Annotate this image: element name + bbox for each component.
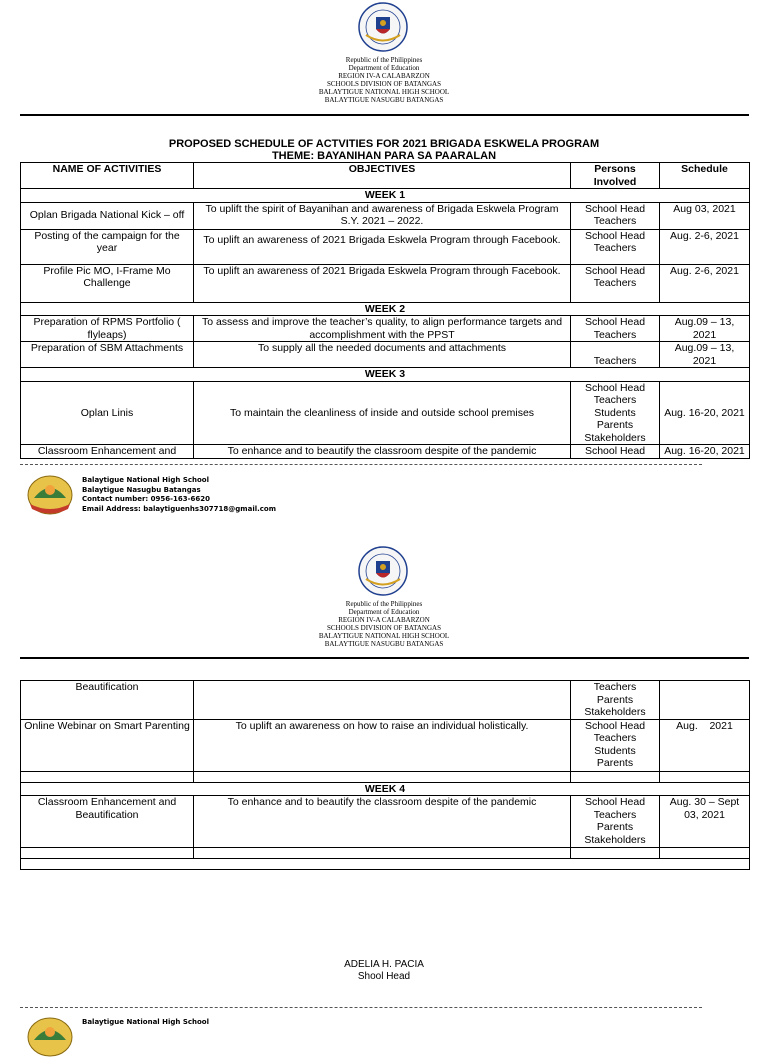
week-row xyxy=(21,368,750,382)
empty-cell xyxy=(21,848,194,859)
column-header: OBJECTIVES xyxy=(194,163,571,189)
table-row xyxy=(21,202,750,229)
activity-schedule: Aug. 30 – Sept 03, 2021 xyxy=(660,796,750,848)
activity-objective: To uplift an awareness on how to raise an individual holistically. xyxy=(194,719,571,771)
letterhead xyxy=(0,56,768,104)
activity-persons: Teachers xyxy=(571,342,660,368)
signatory-role: Shool Head xyxy=(357,971,411,982)
activity-name: Posting of the campaign for the year xyxy=(21,229,194,264)
page-break-line xyxy=(20,464,702,465)
activity-objective xyxy=(194,681,571,720)
page-break-line xyxy=(20,1007,702,1008)
activity-schedule: Aug. 16-20, 2021 xyxy=(660,381,750,445)
document-theme: THEME: BAYANIHAN PARA SA PAARALAN xyxy=(271,150,497,162)
letterhead-line: REGION IV-A CALABARZON xyxy=(338,616,430,624)
signatory-name: ADELIA H. PACIA xyxy=(344,959,424,970)
header-divider xyxy=(20,114,749,116)
activity-objective: To enhance and to beautify the classroom despite of the pandemic xyxy=(194,796,571,848)
activity-name: Classroom Enhancement and xyxy=(21,445,194,459)
activity-schedule: Aug. 2-6, 2021 xyxy=(660,264,750,302)
school-logo-icon xyxy=(26,1016,74,1058)
letterhead-line: BALAYTIGUE NATIONAL HIGH SCHOOL xyxy=(318,88,450,96)
activity-persons: School Head Teachers xyxy=(571,202,660,229)
table-header-row xyxy=(21,163,750,189)
activities-table xyxy=(20,162,750,459)
activity-objective: To enhance and to beautify the classroom despite of the pandemic xyxy=(194,445,571,459)
letterhead-line: Department of Education xyxy=(348,608,420,616)
activity-persons: Teachers Parents Stakeholders xyxy=(571,681,660,720)
letterhead-line: BALAYTIGUE NASUGBU BATANGAS xyxy=(324,640,444,648)
footer-contact xyxy=(82,476,276,514)
signature-block xyxy=(0,959,768,983)
empty-cell xyxy=(21,859,750,870)
deped-seal-icon xyxy=(358,2,408,52)
letterhead xyxy=(0,600,768,648)
activity-persons: School Head Teachers xyxy=(571,316,660,342)
empty-cell xyxy=(194,771,571,782)
activity-persons: School Head Teachers Students Parents xyxy=(571,719,660,771)
footer-address: Balaytigue Nasugbu Batangas xyxy=(82,485,201,494)
week-row xyxy=(21,189,750,203)
letterhead-line: SCHOOLS DIVISION OF BATANGAS xyxy=(327,624,441,632)
empty-cell xyxy=(660,848,750,859)
document-title: PROPOSED SCHEDULE OF ACTVITIES FOR 2021 BRIGADA ESKWELA PROGRAM xyxy=(168,138,600,150)
activity-objective: To uplift an awareness of 2021 Brigada Eskwela Program through Facebook. xyxy=(194,229,571,264)
week-row xyxy=(21,302,750,316)
footer-contact xyxy=(82,1018,209,1028)
activity-name: Classroom Enhancement and Beautification xyxy=(21,796,194,848)
activity-objective: To uplift the spirit of Bayanihan and awareness of Brigada Eskwela Program S.Y. 2021 – 2022. xyxy=(194,202,571,229)
column-header: Schedule xyxy=(660,163,750,189)
activity-name: Oplan Brigada National Kick – off xyxy=(21,202,194,229)
activity-schedule: Aug.09 – 13, 2021 xyxy=(660,342,750,368)
footer-email: Email Address: balaytiguenhs307718@gmail.com xyxy=(82,504,277,513)
empty-cell xyxy=(571,771,660,782)
letterhead-line: SCHOOLS DIVISION OF BATANGAS xyxy=(327,80,441,88)
week-row xyxy=(21,782,750,796)
table-row-empty xyxy=(21,771,750,782)
letterhead-line: Republic of the Philippines xyxy=(345,600,423,608)
activity-schedule: Aug. 2-6, 2021 xyxy=(660,229,750,264)
table-row-empty xyxy=(21,859,750,870)
table-row xyxy=(21,681,750,720)
deped-seal-icon xyxy=(358,546,408,596)
week-label: WEEK 1 xyxy=(21,189,750,203)
activity-name: Online Webinar on Smart Parenting xyxy=(21,719,194,771)
footer-school: Balaytigue National High School xyxy=(82,1018,210,1026)
table-row xyxy=(21,445,750,459)
table-row xyxy=(21,264,750,302)
letterhead-line: REGION IV-A CALABARZON xyxy=(338,72,430,80)
letterhead-line: Republic of the Philippines xyxy=(345,56,423,64)
table-row xyxy=(21,229,750,264)
activity-objective: To uplift an awareness of 2021 Brigada Eskwela Program through Facebook. xyxy=(194,264,571,302)
activity-schedule: Aug. 16-20, 2021 xyxy=(660,445,750,459)
letterhead-line: BALAYTIGUE NATIONAL HIGH SCHOOL xyxy=(318,632,450,640)
footer-phone: Contact number: 0956-163-6620 xyxy=(82,495,211,503)
empty-cell xyxy=(21,771,194,782)
letterhead-line: BALAYTIGUE NASUGBU BATANGAS xyxy=(324,96,444,104)
table-row xyxy=(21,381,750,445)
table-row xyxy=(21,796,750,848)
activities-table-continued xyxy=(20,680,750,870)
activity-persons: School Head xyxy=(571,445,660,459)
activity-persons: School Head Teachers xyxy=(571,264,660,302)
week-label: WEEK 4 xyxy=(21,782,750,796)
activity-persons: School Head Teachers Parents Stakeholders xyxy=(571,796,660,848)
week-label: WEEK 3 xyxy=(21,368,750,382)
activity-objective: To maintain the cleanliness of inside and outside school premises xyxy=(194,381,571,445)
school-logo-icon xyxy=(26,474,74,516)
activity-name: Beautification xyxy=(21,681,194,720)
column-header: NAME OF ACTIVITIES xyxy=(21,163,194,189)
week-label: WEEK 2 xyxy=(21,302,750,316)
activity-name: Preparation of RPMS Portfolio ( flyleaps) xyxy=(21,316,194,342)
column-header: Persons Involved xyxy=(571,163,660,189)
empty-cell xyxy=(194,848,571,859)
activity-persons: School Head Teachers xyxy=(571,229,660,264)
header-divider xyxy=(20,657,749,659)
letterhead-line: Department of Education xyxy=(348,64,420,72)
activity-persons: School Head Teachers Students Parents Stakeholders xyxy=(571,381,660,445)
table-row xyxy=(21,342,750,368)
activity-name: Preparation of SBM Attachments xyxy=(21,342,194,368)
activity-schedule: Aug. 2021 xyxy=(660,719,750,771)
table-row xyxy=(21,316,750,342)
activity-schedule: Aug.09 – 13, 2021 xyxy=(660,316,750,342)
activity-name: Oplan Linis xyxy=(21,381,194,445)
table-row-empty xyxy=(21,848,750,859)
empty-cell xyxy=(571,848,660,859)
empty-cell xyxy=(660,771,750,782)
footer-school: Balaytigue National High School xyxy=(82,476,210,484)
activity-objective: To supply all the needed documents and attachments xyxy=(194,342,571,368)
table-row xyxy=(21,719,750,771)
activity-objective: To assess and improve the teacher’s quality, to align performance targets and accomplishment with the PPST xyxy=(194,316,571,342)
activity-name: Profile Pic MO, I-Frame Mo Challenge xyxy=(21,264,194,302)
activity-schedule xyxy=(660,681,750,720)
activity-schedule: Aug 03, 2021 xyxy=(660,202,750,229)
